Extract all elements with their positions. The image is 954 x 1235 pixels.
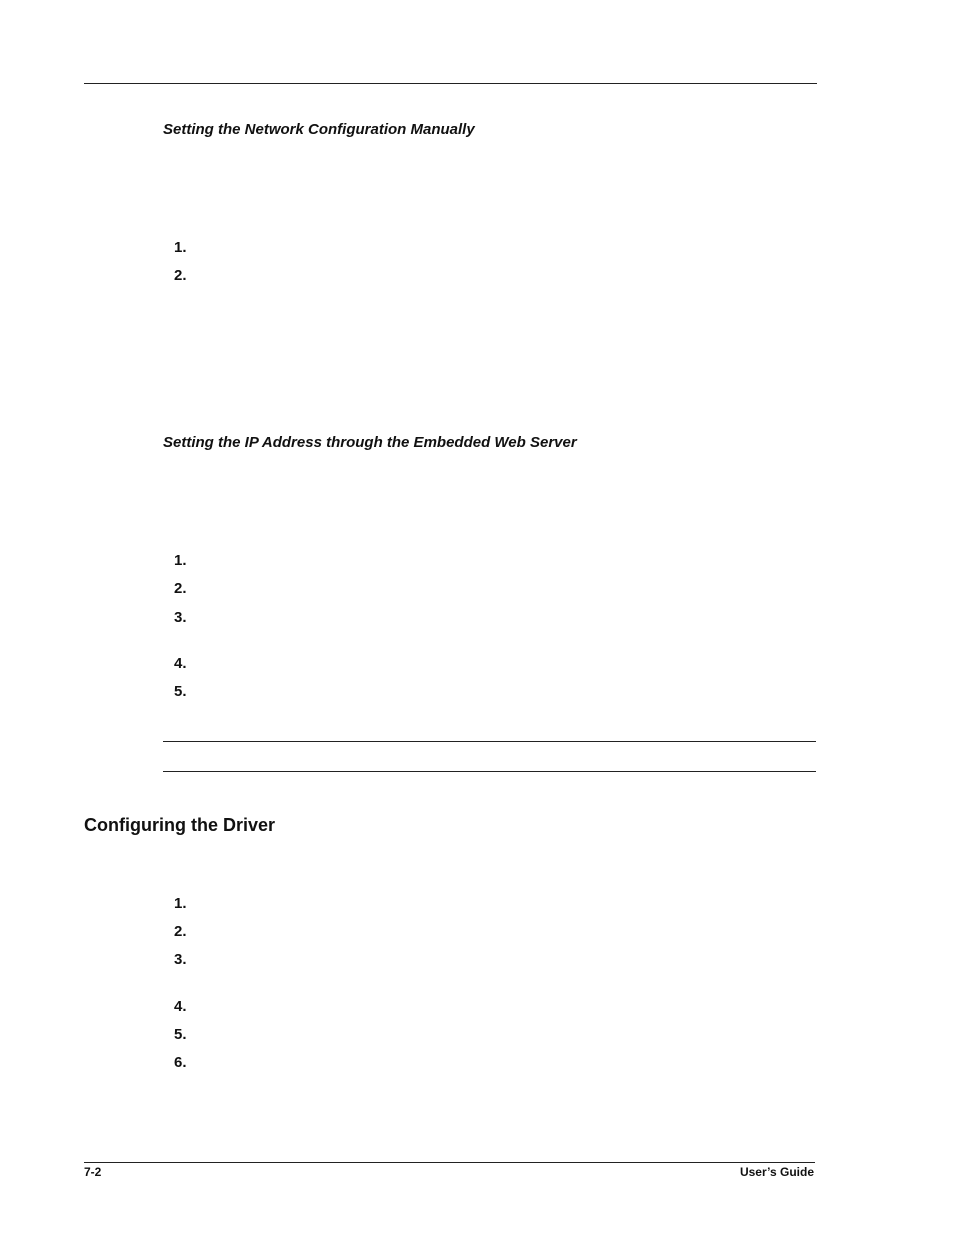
list-item-number: 1. [174,895,187,912]
list-item-number: 1. [174,239,187,256]
note-bottom-rule [163,771,816,772]
section-heading-network-configuration: Setting the Network Configuration Manually [163,121,475,138]
list-item-number: 5. [174,683,187,700]
list-item-number: 3. [174,609,187,626]
list-item-number: 2. [174,580,187,597]
list-item-number: 6. [174,1054,187,1071]
guide-title: User’s Guide [739,1165,814,1179]
list-item-number: 2. [174,923,187,940]
header-rule [84,83,817,84]
list-item-number: 5. [174,1026,187,1043]
section-heading-ip-address: Setting the IP Address through the Embedded Web Server [163,434,577,451]
list-item-number: 1. [174,552,187,569]
section-heading-configuring-driver: Configuring the Driver [84,815,276,835]
list-item-number: 3. [174,951,187,968]
footer-rule [84,1162,815,1163]
note-top-rule [163,741,816,742]
list-item-number: 4. [174,998,187,1015]
list-item-number: 4. [174,655,187,672]
page-number: 7-2 [84,1165,102,1179]
list-item-number: 2. [174,267,187,284]
